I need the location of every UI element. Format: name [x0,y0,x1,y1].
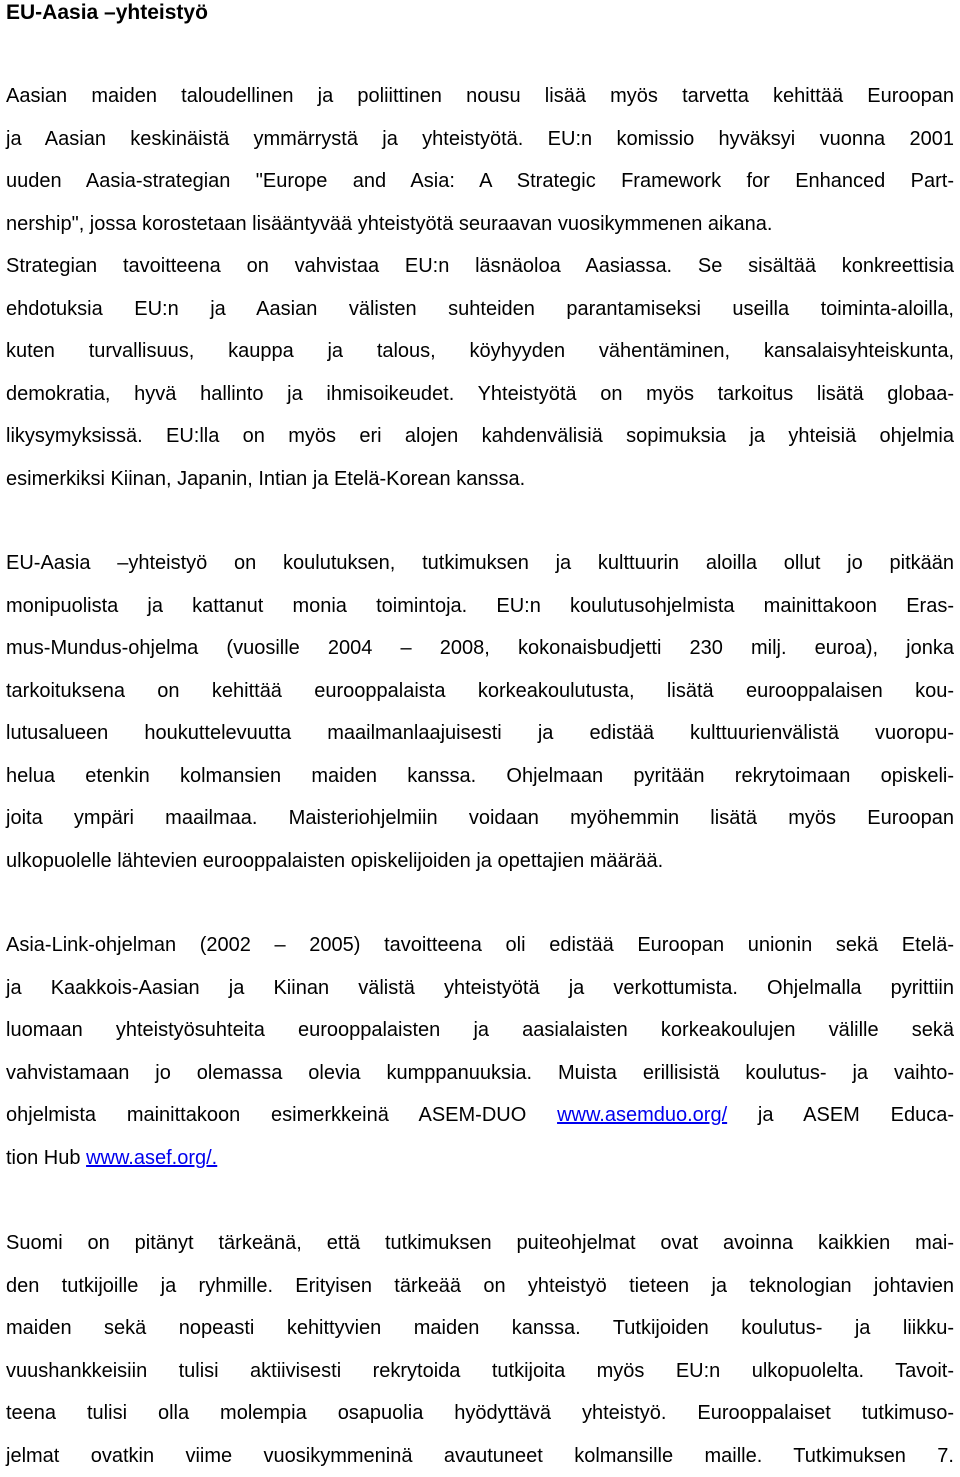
paragraph-line: teena tulisi olla molempia osapuolia hyödyttävä yhteistyö. Eurooppalaiset tutkimuso- [6,1392,954,1435]
paragraph-asia-link [6,924,954,1179]
paragraph-line: Strategian tavoitteena on vahvistaa EU:n läsnäoloa Aasiassa. Se sisältää konkreettisia [6,245,954,288]
paragraph-line: Asia-Link-ohjelman (2002 – 2005) tavoitteena oli edistää Euroopan unionin sekä Etelä- [6,924,954,967]
paragraph-line [6,1094,954,1137]
asef-link[interactable]: www.asef.org/. [86,1147,217,1169]
paragraph-line: likysymyksissä. EU:lla on myös eri alojen kahdenvälisiä sopimuksia ja yhteisiä ohjelmia [6,415,954,458]
document-title: EU-Aasia –yhteistyö [6,1,208,25]
paragraph-line: mus-Mundus-ohjelma (vuosille 2004 – 2008, kokonaisbudjetti 230 milj. euroa), jonka [6,627,954,670]
paragraph-line: luomaan yhteistyösuhteita eurooppalaisten ja aasialaisten korkeakoulujen välille sekä [6,1009,954,1052]
paragraph-line: maiden sekä nopeasti kehittyvien maiden kanssa. Tutkijoiden koulutus- ja liikku- [6,1307,954,1350]
paragraph-line: joita ympäri maailmaa. Maisteriohjelmiin voidaan myöhemmin lisätä myös Euroopan [6,797,954,840]
paragraph-line: helua etenkin kolmansien maiden kanssa. Ohjelmaan pyritään rekrytoimaan opiskeli- [6,755,954,798]
paragraph-line: tarkoituksena on kehittää eurooppalaista korkeakoulutusta, lisätä eurooppalaisen kou- [6,670,954,713]
paragraph-line: ehdotuksia EU:n ja Aasian välisten suhteiden parantamiseksi useilla toiminta-aloilla, [6,288,954,331]
paragraph-line: monipuolista ja kattanut monia toimintoja. EU:n koulutusohjelmista mainittakoon Eras- [6,585,954,628]
line-text: tion Hub [6,1147,86,1169]
paragraph-line: den tutkijoille ja ryhmille. Erityisen tärkeää on yhteistyö tieteen ja teknologian johtavien [6,1265,954,1308]
paragraph-line: vuushankkeisiin tulisi aktiivisesti rekrytoida tutkijoita myös EU:n ulkopuolelta. Tavoit- [6,1350,954,1393]
paragraph-line: uuden Aasia-strategian "Europe and Asia: A Strategic Framework for Enhanced Part- [6,160,954,203]
paragraph-research-cooperation [6,1222,954,1477]
paragraph-line [6,1137,954,1180]
asemduo-link[interactable]: www.asemduo.org/ [557,1104,727,1126]
paragraph-line: vahvistamaan jo olemassa olevia kumppanuuksia. Muista erillisistä koulutus- ja vaihto- [6,1052,954,1095]
paragraph-asia-strategy [6,75,954,500]
paragraph-line: Suomi on pitänyt tärkeänä, että tutkimuksen puiteohjelmat ovat avoinna kaikkien mai- [6,1222,954,1265]
paragraph-line: demokratia, hyvä hallinto ja ihmisoikeudet. Yhteistyötä on myös tarkoitus lisätä globaa- [6,373,954,416]
paragraph-line: EU-Aasia –yhteistyö on koulutuksen, tutkimuksen ja kulttuurin aloilla ollut jo pitkään [6,542,954,585]
line-text: ohjelmista mainittakoon esimerkkeinä ASEM-DUO [6,1104,557,1126]
paragraph-line: esimerkiksi Kiinan, Japanin, Intian ja Etelä-Korean kanssa. [6,458,954,501]
paragraph-line: kuten turvallisuus, kauppa ja talous, köyhyyden vähentäminen, kansalaisyhteiskunta, [6,330,954,373]
paragraph-line: nership", jossa korostetaan lisääntyvää yhteistyötä seuraavan vuosikymmenen aikana. [6,203,954,246]
line-text: ja ASEM Educa- [727,1104,954,1126]
paragraph-line: jelmat ovatkin viime vuosikymmeninä avautuneet kolmansille maille. Tutkimuksen 7. [6,1435,954,1477]
paragraph-line: lutusalueen houkuttelevuutta maailmanlaajuisesti ja edistää kulttuurienvälistä vuoropu- [6,712,954,755]
paragraph-line: Aasian maiden taloudellinen ja poliittinen nousu lisää myös tarvetta kehittää Euroopan [6,75,954,118]
paragraph-education-cooperation [6,542,954,882]
paragraph-line: ja Kaakkois-Aasian ja Kiinan välistä yhteistyötä ja verkottumista. Ohjelmalla pyrittiin [6,967,954,1010]
paragraph-line: ulkopuolelle lähtevien eurooppalaisten opiskelijoiden ja opettajien määrää. [6,840,954,883]
paragraph-line: ja Aasian keskinäistä ymmärrystä ja yhteistyötä. EU:n komissio hyväksyi vuonna 2001 [6,118,954,161]
